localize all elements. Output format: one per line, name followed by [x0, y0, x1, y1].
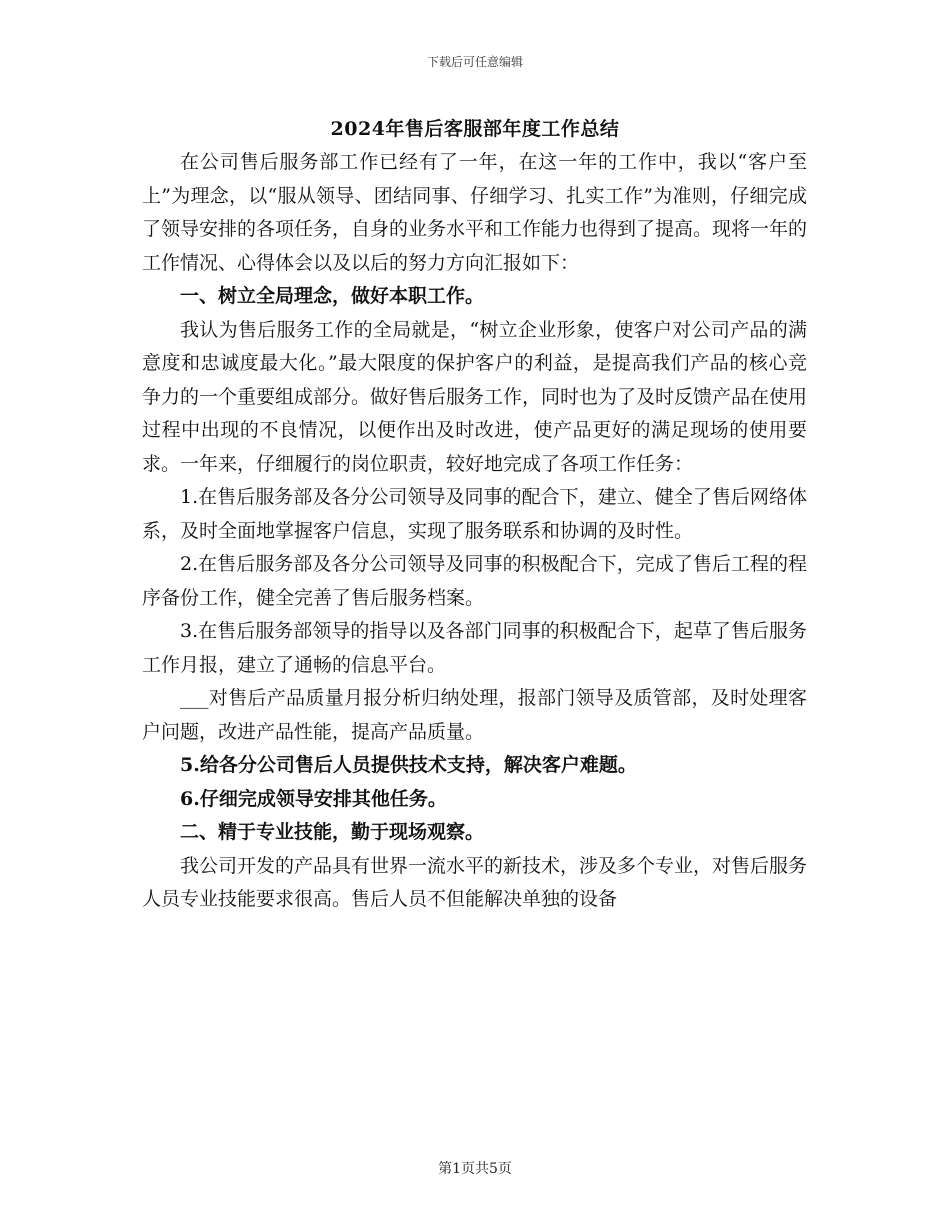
list-item-6: 6.仔细完成领导安排其他任务。	[180, 787, 447, 810]
document-title: 2024年售后客服部年度工作总结	[330, 118, 620, 140]
list-item-3: 3.在售后服务部领导的指导以及各部门同事的积极配合下，起草了售后服务工作月报，建立了通畅的信息平台。	[142, 620, 807, 676]
list-item-4: ___对售后产品质量月报分析归纳处理，报部门领导及质管部，及时处理客户问题，改进产品性能，提高产品质量。	[142, 687, 807, 743]
document-body	[142, 146, 807, 917]
paragraph-skills: 我公司开发的产品具有世界一流水平的新技术，涉及多个专业，对售后服务人员专业技能要求很高。售后人员不但能解决单独的设备	[142, 854, 808, 910]
section-heading-2: 二、精于专业技能，勤于现场观察。	[180, 821, 485, 843]
list-item-2: 2.在售后服务部及各分公司领导及同事的积极配合下，完成了售后工程的程序备份工作，健全完善了售后服务档案。	[142, 553, 807, 609]
header-note: 下载后可任意编辑	[426, 55, 523, 69]
list-item-1: 1.在售后服务部及各分公司领导及同事的配合下，建立、健全了售后网络体系，及时全面地掌握客户信息，实现了服务联系和协调的及时性。	[142, 486, 807, 542]
paragraph-intro: 在公司售后服务部工作已经有了一年，在这一年的工作中，我以“客户至上”为理念，以“服从领导、团结同事、仔细学习、扎实工作”为准则，仔细完成了领导安排的各项任务，自身的业务水平和工作能力也得到了提高。现将一年的工作情况、心得体会以及以后的努力方向汇报如下：	[142, 151, 808, 274]
list-item-5: 5.给各分公司售后人员提供技术支持，解决客户难题。	[180, 754, 637, 776]
section-heading-1: 一、树立全局理念，做好本职工作。	[180, 285, 485, 307]
page-number: 第1页共5页	[438, 1161, 512, 1177]
paragraph-overview: 我认为售后服务工作的全局就是，“树立企业形象，使客户对公司产品的满意度和忠诚度最大化。”最大限度的保护客户的利益，是提高我们产品的核心竞争力的一个重要组成部分。做好售后服务工作，同时也为了及时反馈产品在使用过程中出现的不良情况，以便作出及时改进，使产品更好的满足现场的使用要求。一年来，仔细履行的岗位职责，较好地完成了各项工作任务：	[142, 318, 808, 475]
